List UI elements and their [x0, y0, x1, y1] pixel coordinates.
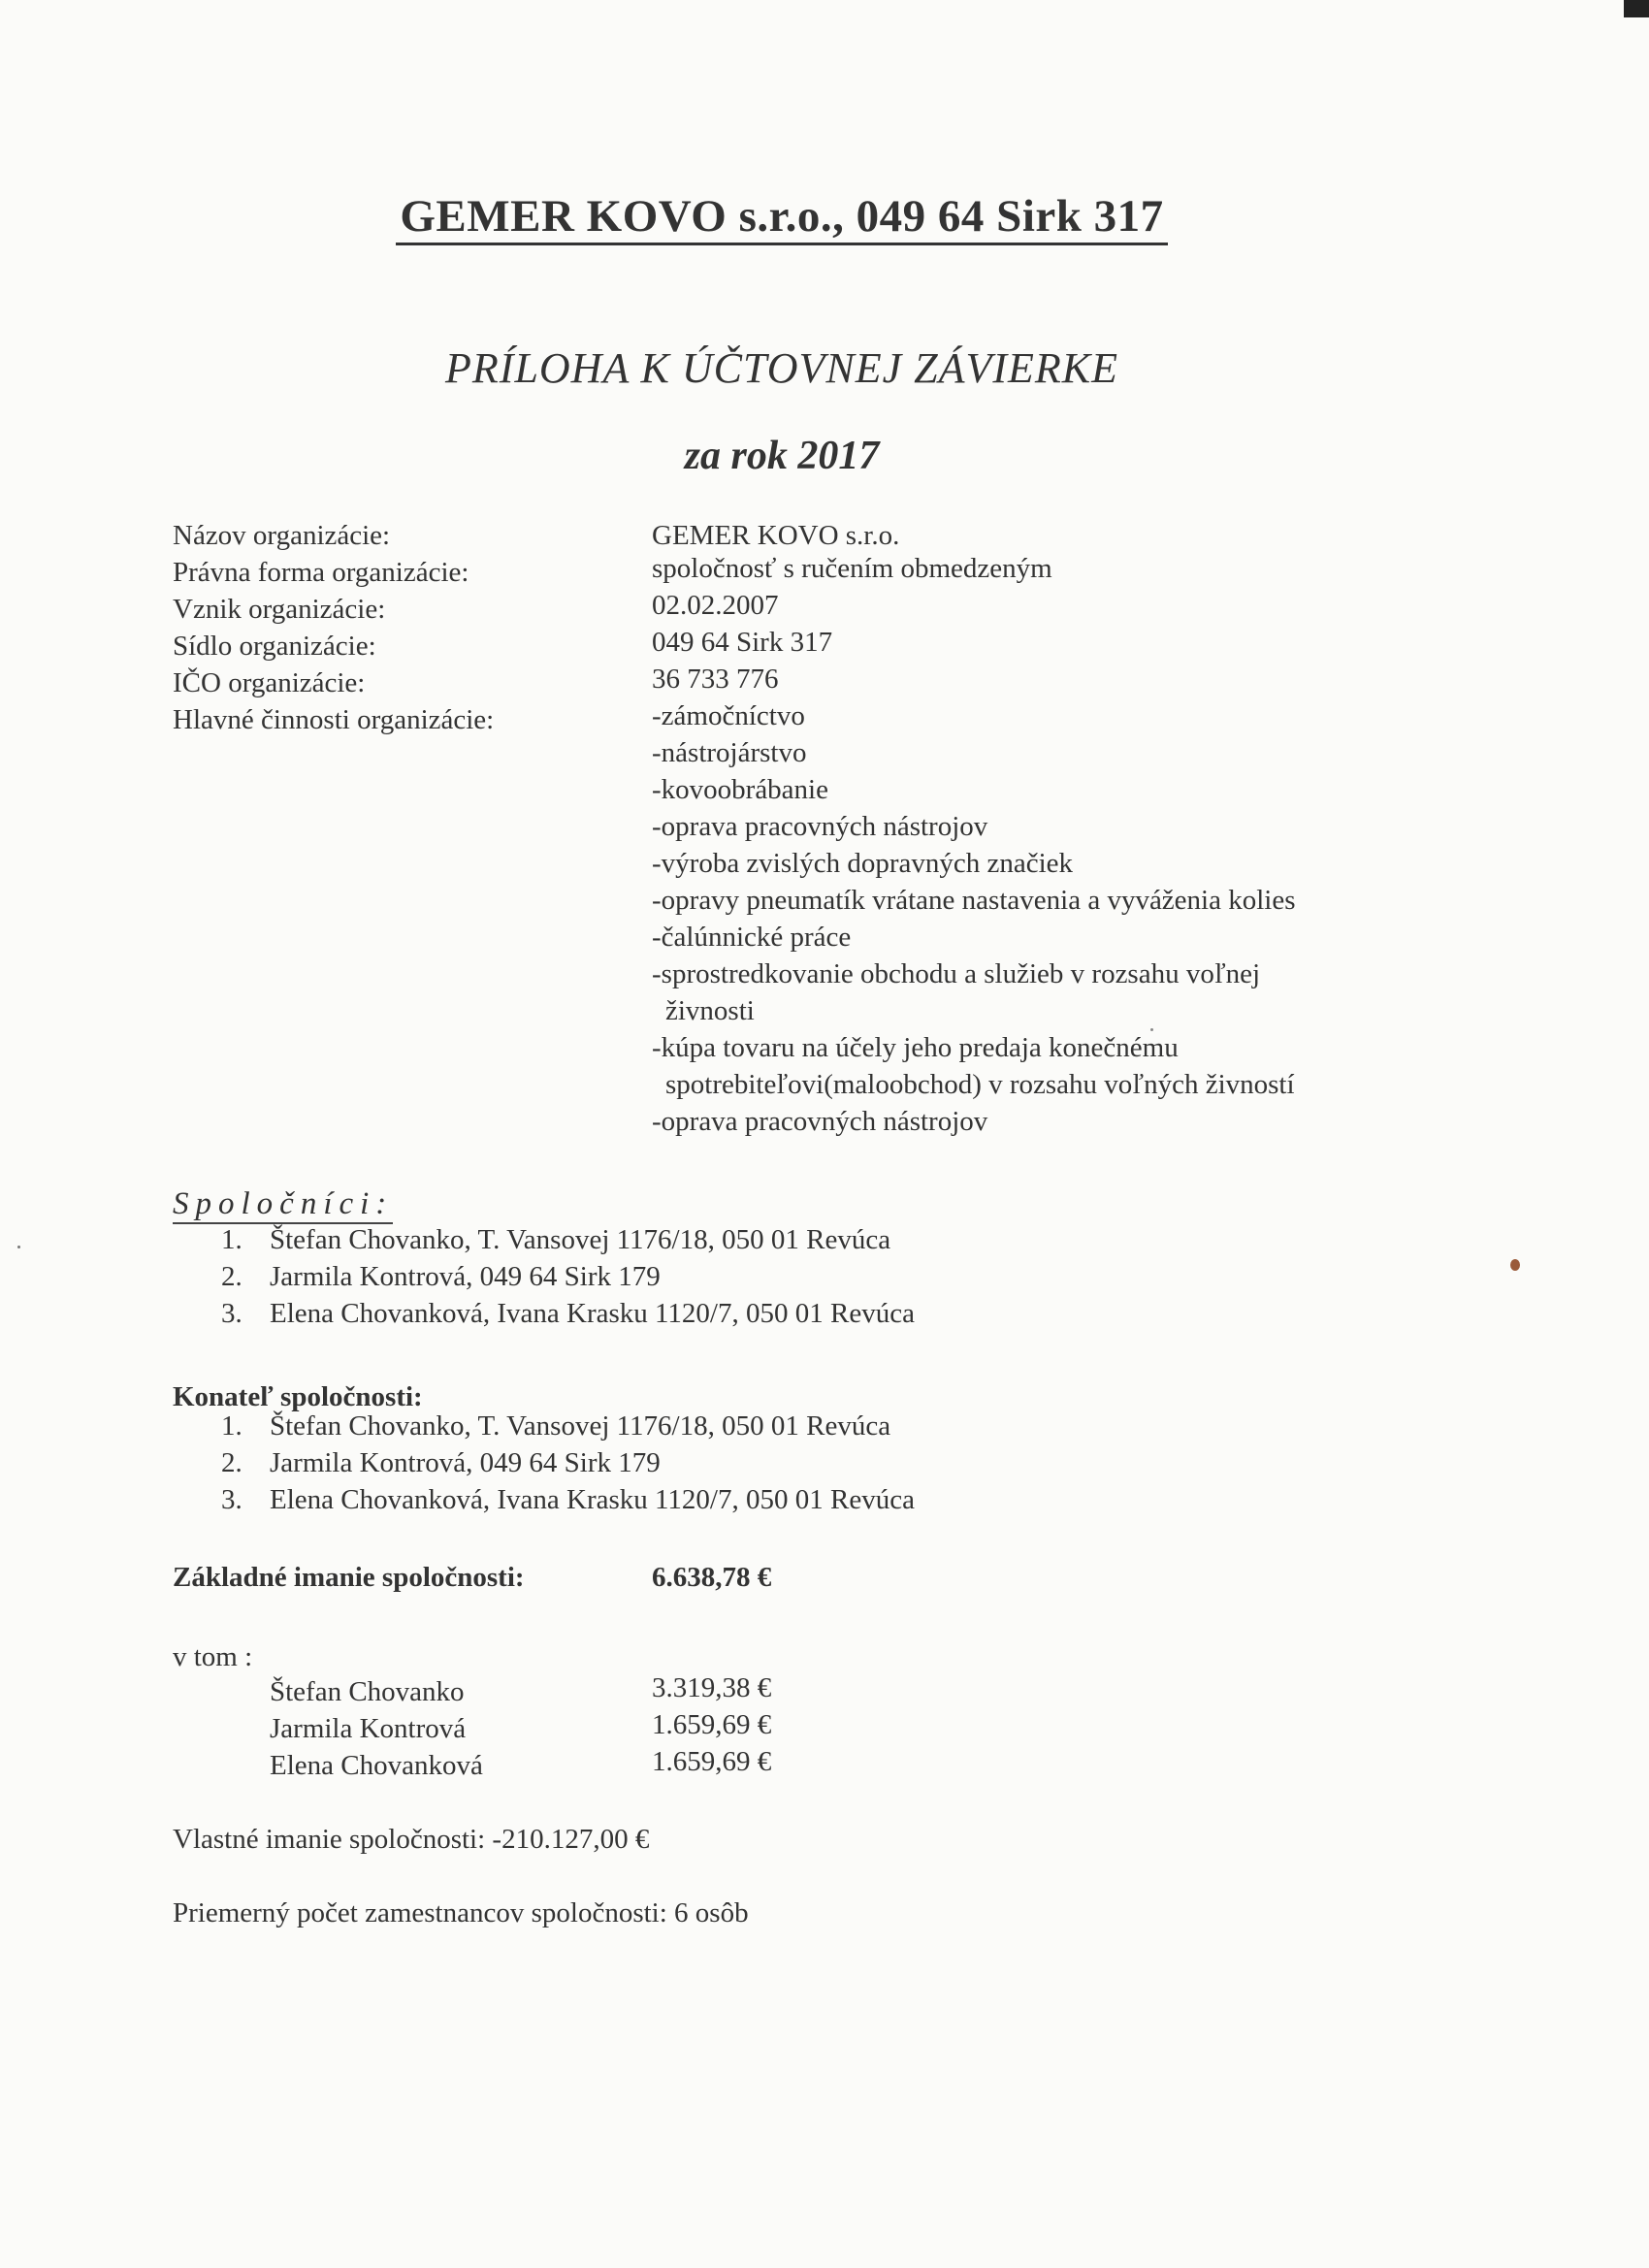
seat-value: 049 64 Sirk 317	[652, 627, 833, 658]
company-header-text: GEMER KOVO s.r.o., 049 64 Sirk 317	[396, 191, 1167, 245]
partner-entry: Jarmila Kontrová, 049 64 Sirk 179	[270, 1261, 661, 1292]
ico-label: IČO organizácie:	[173, 667, 366, 698]
activity-item: -kúpa tovaru na účely jeho predaja konečnému	[652, 1032, 1179, 1063]
partner-number: 3.	[221, 1298, 242, 1329]
document-title: PRÍLOHA K ÚČTOVNEJ ZÁVIERKE	[445, 344, 1118, 392]
capital-label: Základné imanie spoločnosti:	[173, 1562, 525, 1593]
partner-entry: Elena Chovanková, Ivana Krasku 1120/7, 050 01 Revúca	[270, 1298, 915, 1329]
activity-item-continuation: živnosti	[665, 995, 755, 1026]
executive-number: 3.	[221, 1484, 242, 1515]
share-value: 3.319,38 €	[652, 1672, 772, 1703]
scan-speck	[17, 1246, 20, 1248]
scan-speck	[1510, 1259, 1520, 1271]
founded-label: Vznik organizácie:	[173, 594, 386, 625]
partners-heading: Spoločníci:	[173, 1185, 393, 1224]
partner-number: 2.	[221, 1261, 242, 1292]
executive-number: 1.	[221, 1410, 242, 1442]
activity-item: -opravy pneumatík vrátane nastavenia a vyváženia kolies	[652, 885, 1296, 916]
activity-item: -čalúnnické práce	[652, 922, 852, 953]
activity-item: -sprostredkovanie obchodu a služieb v rozsahu voľnej	[652, 958, 1261, 989]
executive-number: 2.	[221, 1447, 242, 1478]
activity-item: -výroba zvislých dopravných značiek	[652, 848, 1074, 879]
scan-speck	[1150, 1028, 1153, 1031]
activity-item: -kovoobrábanie	[652, 774, 828, 805]
activities-label: Hlavné činnosti organizácie:	[173, 704, 495, 735]
company-header	[0, 190, 1564, 243]
scan-edge-mark	[1624, 0, 1649, 17]
document-year: za rok 2017	[684, 434, 880, 478]
executive-entry: Jarmila Kontrová, 049 64 Sirk 179	[270, 1447, 661, 1478]
equity-line: Vlastné imanie spoločnosti: -210.127,00 €	[173, 1824, 650, 1855]
share-holder-name: Elena Chovanková	[270, 1750, 483, 1781]
activity-item: -oprava pracovných nástrojov	[652, 1106, 988, 1137]
org-name-label: Názov organizácie:	[173, 520, 391, 551]
share-holder-name: Jarmila Kontrová	[270, 1713, 467, 1744]
partner-number: 1.	[221, 1224, 242, 1255]
partner-entry: Štefan Chovanko, T. Vansovej 1176/18, 050 01 Revúca	[270, 1224, 891, 1255]
activity-item: -zámočníctvo	[652, 700, 805, 731]
capital-value: 6.638,78 €	[652, 1562, 772, 1593]
executive-entry: Elena Chovanková, Ivana Krasku 1120/7, 050 01 Revúca	[270, 1484, 915, 1515]
legal-form-label: Právna forma organizácie:	[173, 557, 469, 588]
executives-heading: Konateľ spoločnosti:	[173, 1381, 423, 1412]
activity-item: -oprava pracovných nástrojov	[652, 811, 988, 842]
activity-item-continuation: spotrebiteľovi(maloobchod) v rozsahu voľných živností	[665, 1069, 1295, 1100]
share-holder-name: Štefan Chovanko	[270, 1676, 465, 1707]
legal-form-value: spoločnosť s ručením obmedzeným	[652, 553, 1052, 584]
founded-value: 02.02.2007	[652, 590, 779, 621]
employees-line: Priemerný počet zamestnancov spoločnosti: 6 osôb	[173, 1897, 749, 1928]
seat-label: Sídlo organizácie:	[173, 631, 376, 662]
activity-item: -nástrojárstvo	[652, 737, 807, 768]
share-value: 1.659,69 €	[652, 1746, 772, 1777]
share-value: 1.659,69 €	[652, 1709, 772, 1740]
org-name-value: GEMER KOVO s.r.o.	[652, 520, 900, 551]
executive-entry: Štefan Chovanko, T. Vansovej 1176/18, 050 01 Revúca	[270, 1410, 891, 1442]
ico-value: 36 733 776	[652, 664, 779, 695]
capital-breakdown-label: v tom :	[173, 1641, 253, 1672]
